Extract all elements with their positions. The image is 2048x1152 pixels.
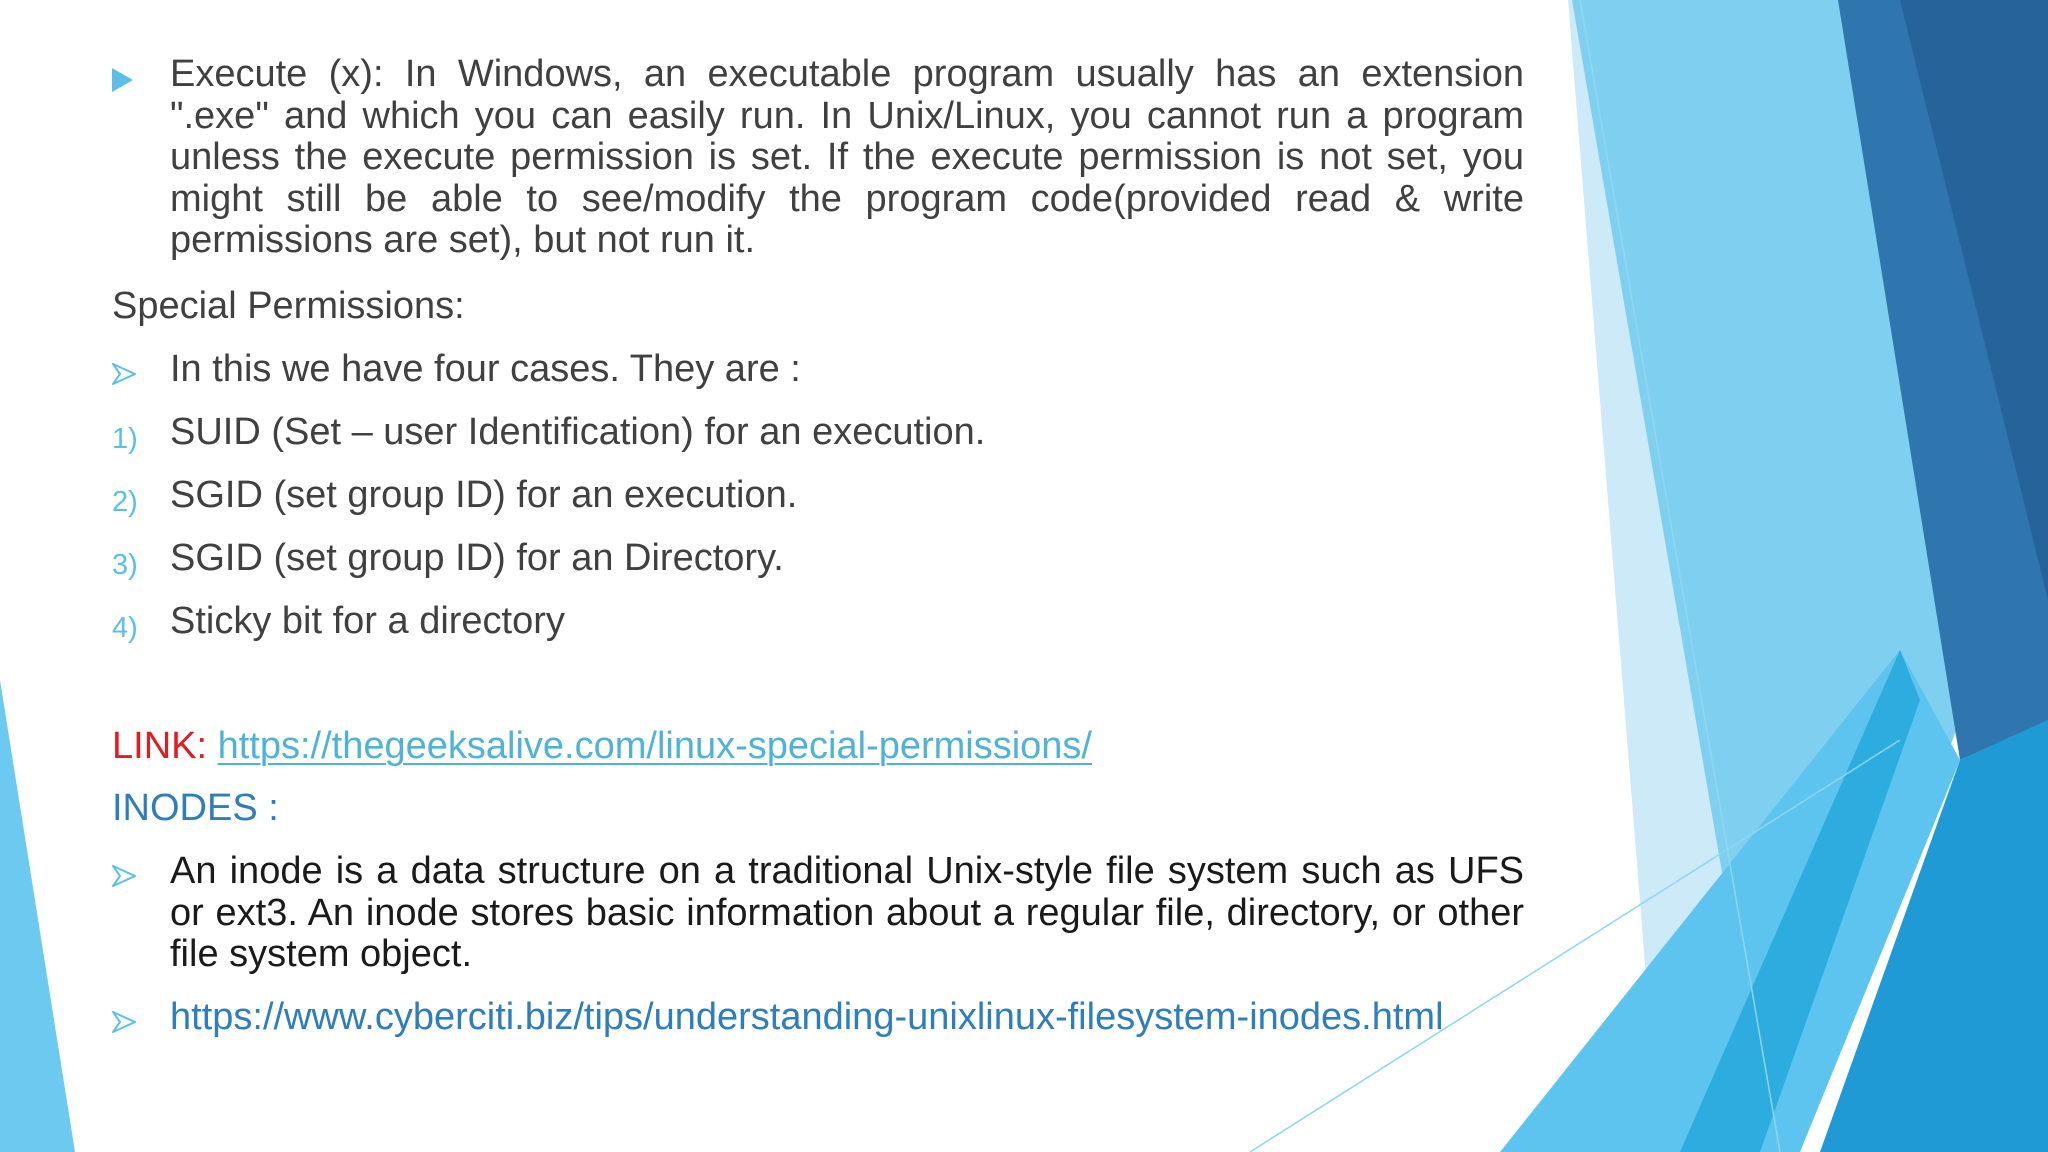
inodes-description-bullet [112,851,1524,976]
execute-bullet-text: Execute (x): In Windows, an executable program usually has an extension ".exe" and which you can easily run. In Unix/Linux, you cannot run a program unless the execute permission is set. If the execute permission is not set, you might still be able to see/modify the program code(provided read & write permissions are set), but not run it. [170,53,1524,261]
triangle-bullet-icon [112,68,133,92]
inodes-link-bullet [112,997,1524,1039]
list-number: 2) [112,486,138,518]
inodes-link[interactable]: https://www.cyberciti.biz/tips/understanding-unixlinux-filesystem-inodes.html [170,996,1444,1038]
list-item [112,475,1524,517]
intro-bullet [112,349,1524,391]
arrow-bullet-icon [112,865,136,887]
arrow-bullet-icon [112,1011,136,1033]
link-label: LINK: [112,725,208,767]
list-item-text: Sticky bit for a directory [170,600,565,642]
list-item [112,601,1524,643]
inodes-description-text: An inode is a data structure on a traditional Unix-style file system such as UFS or ext3. An inode stores basic information about a regular file, directory, or other file system object. [170,850,1524,975]
list-item [112,538,1524,580]
special-permissions-heading: Special Permissions: [112,285,465,327]
arrow-bullet-icon [112,363,136,385]
execute-bullet [112,54,1524,262]
list-item-text: SGID (set group ID) for an Directory. [170,537,784,579]
special-permissions-link[interactable]: https://thegeeksalive.com/linux-special-permissions/ [217,725,1092,767]
list-item [112,412,1524,454]
list-number: 1) [112,423,138,455]
intro-text: In this we have four cases. They are : [170,348,801,390]
link-line [112,726,1092,768]
list-item-text: SUID (Set – user Identification) for an execution. [170,411,986,453]
list-number: 4) [112,612,138,644]
inodes-heading: INODES : [112,787,279,829]
list-number: 3) [112,549,138,581]
deco-facet-left [0,680,75,1152]
list-item-text: SGID (set group ID) for an execution. [170,474,798,516]
